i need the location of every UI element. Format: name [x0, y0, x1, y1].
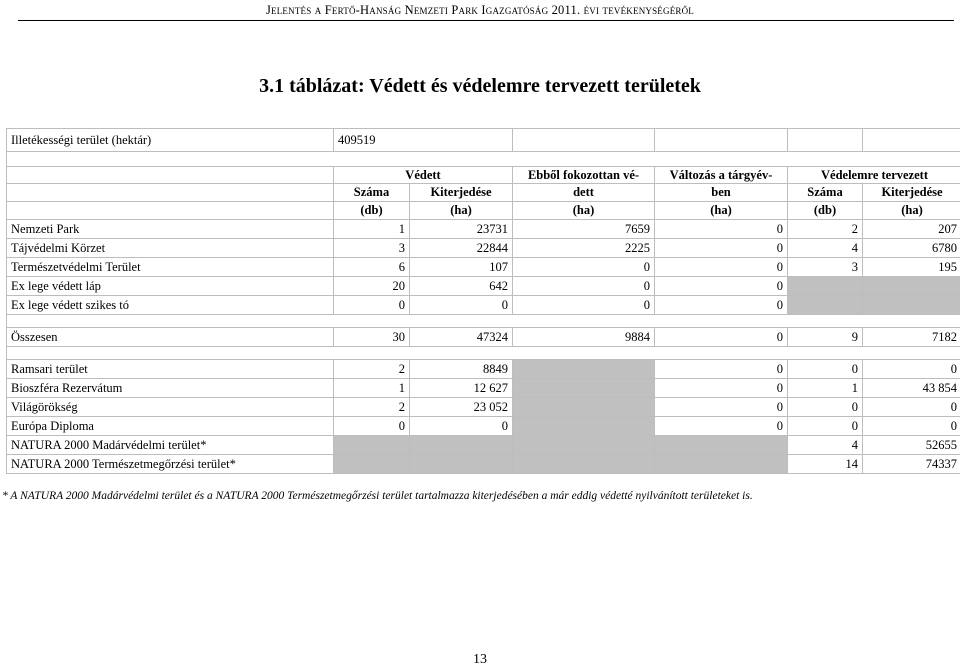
- shaded-cell: [513, 455, 655, 474]
- header-protected: Védett: [334, 167, 513, 184]
- table-row: Európa Diploma 0 0 0 0 0: [7, 417, 960, 436]
- shaded-cell: [410, 436, 513, 455]
- footnote: * A NATURA 2000 Madárvédelmi terület és a NATURA 2000 Természetmegőrzési terület tartalmazza kiterjedésében a már eddig védetté nyilvánított területeket is.: [2, 490, 753, 502]
- shaded-cell: [334, 436, 410, 455]
- header-row-2: [7, 184, 960, 202]
- page-title: 3.1 táblázat: Védett és védelemre tervezett területek: [259, 75, 701, 97]
- total-label: Összesen: [7, 328, 334, 347]
- spacer-row: [7, 315, 960, 328]
- header-planned-extent: Kiterjedése: [863, 184, 960, 202]
- table-row: NATURA 2000 Madárvédelmi terület* 4 52655: [7, 436, 960, 455]
- header-rule: [18, 20, 954, 21]
- shaded-cell: [863, 277, 960, 296]
- jurisdiction-label: Illetékességi terület (hektár): [7, 129, 334, 152]
- table-row: Ex lege védett láp 20 642 0 0: [7, 277, 960, 296]
- header-planned-extent-unit: (ha): [863, 202, 960, 220]
- table-row: Bioszféra Rezervátum 1 12 627 0 1 43 854: [7, 379, 960, 398]
- shaded-cell: [655, 436, 788, 455]
- shaded-cell: [513, 398, 655, 417]
- header-extent: Kiterjedése: [410, 184, 513, 202]
- spacer-row: [7, 152, 960, 167]
- running-header: Jelentés a Fertő-Hanság Nemzeti Park Igazgatóság 2011. évi tevékenységéről: [265, 3, 695, 17]
- header-change-line1: Változás a tárgyév-: [655, 167, 788, 184]
- header-strict-unit: (ha): [513, 202, 655, 220]
- header-change-unit: (ha): [655, 202, 788, 220]
- header-planned-count-unit: (db): [788, 202, 863, 220]
- header-change-line2: ben: [655, 184, 788, 202]
- table-row: Természetvédelmi Terület 6 107 0 0 3 195: [7, 258, 960, 277]
- table-row: Világörökség 2 23 052 0 0 0: [7, 398, 960, 417]
- shaded-cell: [513, 379, 655, 398]
- table-row: Tájvédelmi Körzet 3 22844 2225 0 4 6780: [7, 239, 960, 258]
- table-row: Nemzeti Park 1 23731 7659 0 2 207: [7, 220, 960, 239]
- shaded-cell: [788, 277, 863, 296]
- page-number: 13: [473, 652, 487, 667]
- header-row-3: [7, 202, 960, 220]
- header-planned-count: Száma: [788, 184, 863, 202]
- header-strict-line1: Ebből fokozottan vé-: [513, 167, 655, 184]
- table-row: Ramsari terület 2 8849 0 0 0: [7, 360, 960, 379]
- shaded-cell: [513, 360, 655, 379]
- spacer-row: [7, 347, 960, 360]
- jurisdiction-value: 409519: [334, 129, 513, 152]
- header-extent-unit: (ha): [410, 202, 513, 220]
- header-count: Száma: [334, 184, 410, 202]
- header-planned: Védelemre tervezett: [788, 167, 960, 184]
- jurisdiction-row: [7, 129, 960, 152]
- shaded-cell: [410, 455, 513, 474]
- header-count-unit: (db): [334, 202, 410, 220]
- protected-areas-table: [6, 128, 960, 474]
- header-strict-line2: dett: [513, 184, 655, 202]
- table-row: Ex lege védett szikes tó 0 0 0 0: [7, 296, 960, 315]
- shaded-cell: [513, 436, 655, 455]
- shaded-cell: [513, 417, 655, 436]
- total-row: Összesen 30 47324 9884 0 9 7182: [7, 328, 960, 347]
- header-row-1: [7, 167, 960, 184]
- table-row: NATURA 2000 Természetmegőrzési terület* 14 74337: [7, 455, 960, 474]
- shaded-cell: [863, 296, 960, 315]
- shaded-cell: [334, 455, 410, 474]
- shaded-cell: [655, 455, 788, 474]
- shaded-cell: [788, 296, 863, 315]
